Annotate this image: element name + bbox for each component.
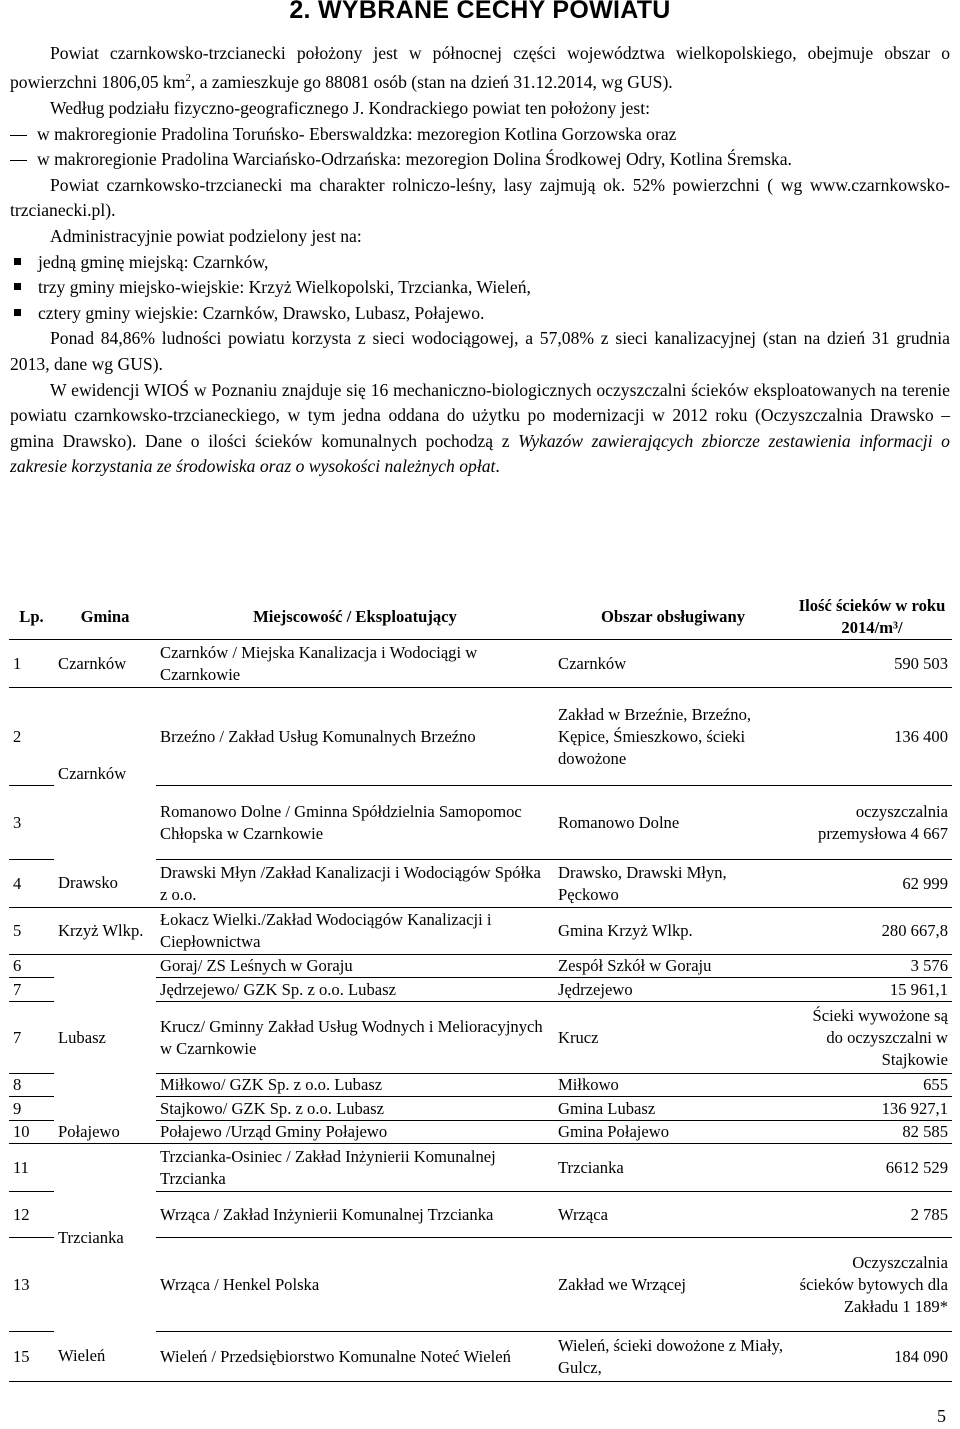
cell-lp: 5 [9, 908, 54, 955]
wwtp-text: W ewidencji WIOŚ w Poznaniu znajduje się 16 mechaniczno-biologicznych oczyszczalni ścieków eksploatowanych na terenie powiatu czarnkowsko-trzcianeckiego, w tym jedna oddana do użytku po modernizacji w 2012 roku (Oczyszczalnia Drawsko – gmina Drawsko). Dane o ilości ścieków komunalnych pochodzą z [10, 379, 950, 451]
cell-gmina: Lubasz [58, 1027, 106, 1047]
cell-ilosc: 6612 529 [792, 1144, 952, 1192]
cell-miejscowosc: Jędrzejewo/ GZK Sp. z o.o. Lubasz [156, 978, 554, 1002]
wwtp-text-end: . [495, 456, 500, 477]
cell-obszar: Gmina Lubasz [554, 1097, 792, 1121]
superscript-two: 2 [185, 72, 191, 85]
cell-lp: 7 [9, 978, 54, 1002]
cell-miejscowosc: Goraj/ ZS Leśnych w Goraju [156, 955, 554, 978]
col-header-obszar: Obszar obsługiwany [554, 595, 792, 640]
cell-gmina: Krzyż Wlkp. [54, 908, 156, 955]
cell-lp: 11 [9, 1144, 54, 1192]
region-list [10, 122, 950, 173]
cell-ilosc: 15 961,1 [792, 978, 952, 1002]
cell-miejscowosc: Brzeźno / Zakład Usług Komunalnych Brzeźno [156, 688, 554, 786]
cell-ilosc: oczyszczalnia przemysłowa 4 667 [792, 786, 952, 860]
table-row [9, 640, 952, 688]
table-row [9, 860, 952, 908]
cell-obszar: Czarnków [554, 640, 792, 688]
cell-gmina: Wieleń [54, 1332, 156, 1382]
cell-obszar: Krucz [554, 1002, 792, 1074]
cell-ilosc: 184 090 [792, 1332, 952, 1382]
cell-ilosc: 136 927,1 [792, 1097, 952, 1121]
table-header-row [9, 595, 952, 640]
cell-miejscowosc: Miłkowo/ GZK Sp. z o.o. Lubasz [156, 1074, 554, 1097]
intro-paragraph [10, 41, 950, 96]
cell-obszar: Wieleń, ścieki dowożone z Miały, Gulcz, [554, 1332, 792, 1382]
cell-lp: 1 [9, 640, 54, 688]
cell-lp: 8 [9, 1074, 54, 1097]
cell-obszar: Zespół Szkół w Goraju [554, 955, 792, 978]
cell-gmina: Czarnków [54, 640, 156, 688]
table-row [9, 955, 952, 978]
col-header-gmina: Gmina [54, 595, 156, 640]
cell-ilosc: 82 585 [792, 1121, 952, 1144]
cell-miejscowosc: Drawski Młyn /Zakład Kanalizacji i Wodociągów Spółka z o.o. [156, 860, 554, 908]
col-header-miejscowosc: Miejscowość / Eksploatujący [156, 595, 554, 640]
admin-paragraph: Administracyjnie powiat podzielony jest na: [50, 226, 362, 247]
intro-text: Powiat czarnkowsko-trzcianecki położony jest w północnej części województwa wielkopolskiego, obejmuje obszar o powierzchni 1806,05 $km^2$, a zamieszkuje go 88081 osób (stan na dzień 31.12.2014, wg GUS). [10, 43, 950, 93]
cell-miejscowosc: Krucz/ Gminny Zakład Usług Wodnych i Melioracyjnych w Czarnkowie [156, 1002, 554, 1074]
cell-obszar: Gmina Krzyż Wlkp. [554, 908, 792, 955]
page-number: 5 [937, 1406, 946, 1426]
cell-lp: 4 [9, 860, 54, 908]
wastewater-table [9, 595, 952, 1382]
cell-ilosc: Oczyszczalnia ścieków bytowych dla Zakładu 1 189* [792, 1238, 952, 1332]
table-row [9, 688, 952, 786]
document-body [10, 41, 950, 480]
cell-miejscowosc: Romanowo Dolne / Gminna Spółdzielnia Samopomoc Chłopska w Czarnkowie [156, 786, 554, 860]
cell-lp: 10 [9, 1121, 54, 1144]
cell-lp: 15 [9, 1332, 54, 1382]
cell-ilosc: 655 [792, 1074, 952, 1097]
cell-ilosc: 62 999 [792, 860, 952, 908]
cell-ilosc: Ścieki wywożone są do oczyszczalni w Stajkowie [792, 1002, 952, 1074]
cell-gmina: Drawsko [54, 860, 156, 908]
cell-obszar: Drawsko, Drawski Młyn, Pęckowo [554, 860, 792, 908]
geography-paragraph: Według podziału fizyczno-geograficznego J. Kondrackiego powiat ten położony jest: [50, 98, 650, 119]
table-row [9, 1144, 952, 1192]
cell-obszar: Trzcianka [554, 1144, 792, 1192]
table-row [9, 1332, 952, 1382]
cell-obszar: Romanowo Dolne [554, 786, 792, 860]
cell-gmina: Czarnków [58, 763, 127, 783]
cell-obszar: Wrząca [554, 1192, 792, 1238]
cell-miejscowosc: Trzcianka-Osiniec / Zakład Inżynierii Komunalnej Trzcianka [156, 1144, 554, 1192]
cell-obszar: Miłkowo [554, 1074, 792, 1097]
admin-item: cztery gminy wiejskie: Czarnków, Drawsko, Lubasz, Połajewo. [10, 301, 950, 327]
cell-miejscowosc: Wieleń / Przedsiębiorstwo Komunalne Noteć Wieleń [156, 1332, 554, 1382]
region-item: w makroregionie Pradolina Warciańsko-Odrzańska: mezoregion Dolina Środkowej Odry, Kotlina Śremska. [10, 147, 950, 173]
cell-ilosc: 136 400 [792, 688, 952, 786]
cell-gmina: Trzcianka [58, 1227, 124, 1247]
section-heading: 2. WYBRANE CECHY POWIATU [289, 0, 671, 24]
cell-miejscowosc: Wrząca / Zakład Inżynierii Komunalnej Trzcianka [156, 1192, 554, 1238]
cell-lp: 6 [9, 955, 54, 978]
cell-ilosc: 590 503 [792, 640, 952, 688]
cell-lp: 2 [9, 688, 54, 786]
region-item: w makroregionie Pradolina Toruńsko- Eberswaldzka: mezoregion Kotlina Gorzowska oraz [10, 122, 950, 148]
cell-lp: 3 [9, 786, 54, 860]
cell-ilosc: 280 667,8 [792, 908, 952, 955]
cell-miejscowosc: Stajkowo/ GZK Sp. z o.o. Lubasz [156, 1097, 554, 1121]
wwtp-paragraph [10, 378, 950, 480]
col-header-lp: Lp. [9, 595, 54, 640]
cell-miejscowosc: Połajewo /Urząd Gminy Połajewo [156, 1121, 554, 1144]
cell-miejscowosc: Czarnków / Miejska Kanalizacja i Wodociągi w Czarnkowie [156, 640, 554, 688]
wwtp-source-title: Wykazów zawierających zbiorcze zestawienia informacji o zakresie korzystania ze środowiska oraz o wysokości należnych opłat [10, 430, 950, 477]
cell-lp: 9 [9, 1097, 54, 1121]
cell-lp: 13 [9, 1238, 54, 1332]
cell-obszar: Gmina Połajewo [554, 1121, 792, 1144]
cell-ilosc: 2 785 [792, 1192, 952, 1238]
cell-obszar: Zakład we Wrzącej [554, 1238, 792, 1332]
table-row [9, 908, 952, 955]
cell-lp: 12 [9, 1192, 54, 1238]
admin-list [10, 250, 950, 327]
col-header-ilosc: Ilość ścieków w roku 2014/m³/ [792, 595, 952, 640]
admin-item: jedną gminę miejską: Czarnków, [10, 250, 950, 276]
cell-ilosc: 3 576 [792, 955, 952, 978]
admin-item: trzy gminy miejsko-wiejskie: Krzyż Wielkopolski, Trzcianka, Wieleń, [10, 275, 950, 301]
cell-gmina: Połajewo [54, 1121, 156, 1144]
cell-obszar: Zakład w Brzeźnie, Brzeźno, Kępice, Śmieszkowo, ścieki dowożone [554, 688, 792, 786]
water-paragraph: Ponad 84,86% ludności powiatu korzysta z sieci wodociągowej, a 57,08% z sieci kanalizacyjnej (stan na dzień 31 grudnia 2013, dane wg GUS). [10, 328, 950, 374]
cell-lp: 7 [9, 1002, 54, 1074]
land-use-paragraph: Powiat czarnkowsko-trzcianecki ma charakter rolniczo-leśny, lasy zajmują ok. 52% powierzchni ( wg www.czarnkowsko-trzcianecki.pl). [10, 174, 950, 221]
table-row [9, 1121, 952, 1144]
cell-obszar: Jędrzejewo [554, 978, 792, 1002]
cell-miejscowosc: Łokacz Wielki./Zakład Wodociągów Kanalizacji i Ciepłownictwa [156, 908, 554, 955]
cell-miejscowosc: Wrząca / Henkel Polska [156, 1238, 554, 1332]
